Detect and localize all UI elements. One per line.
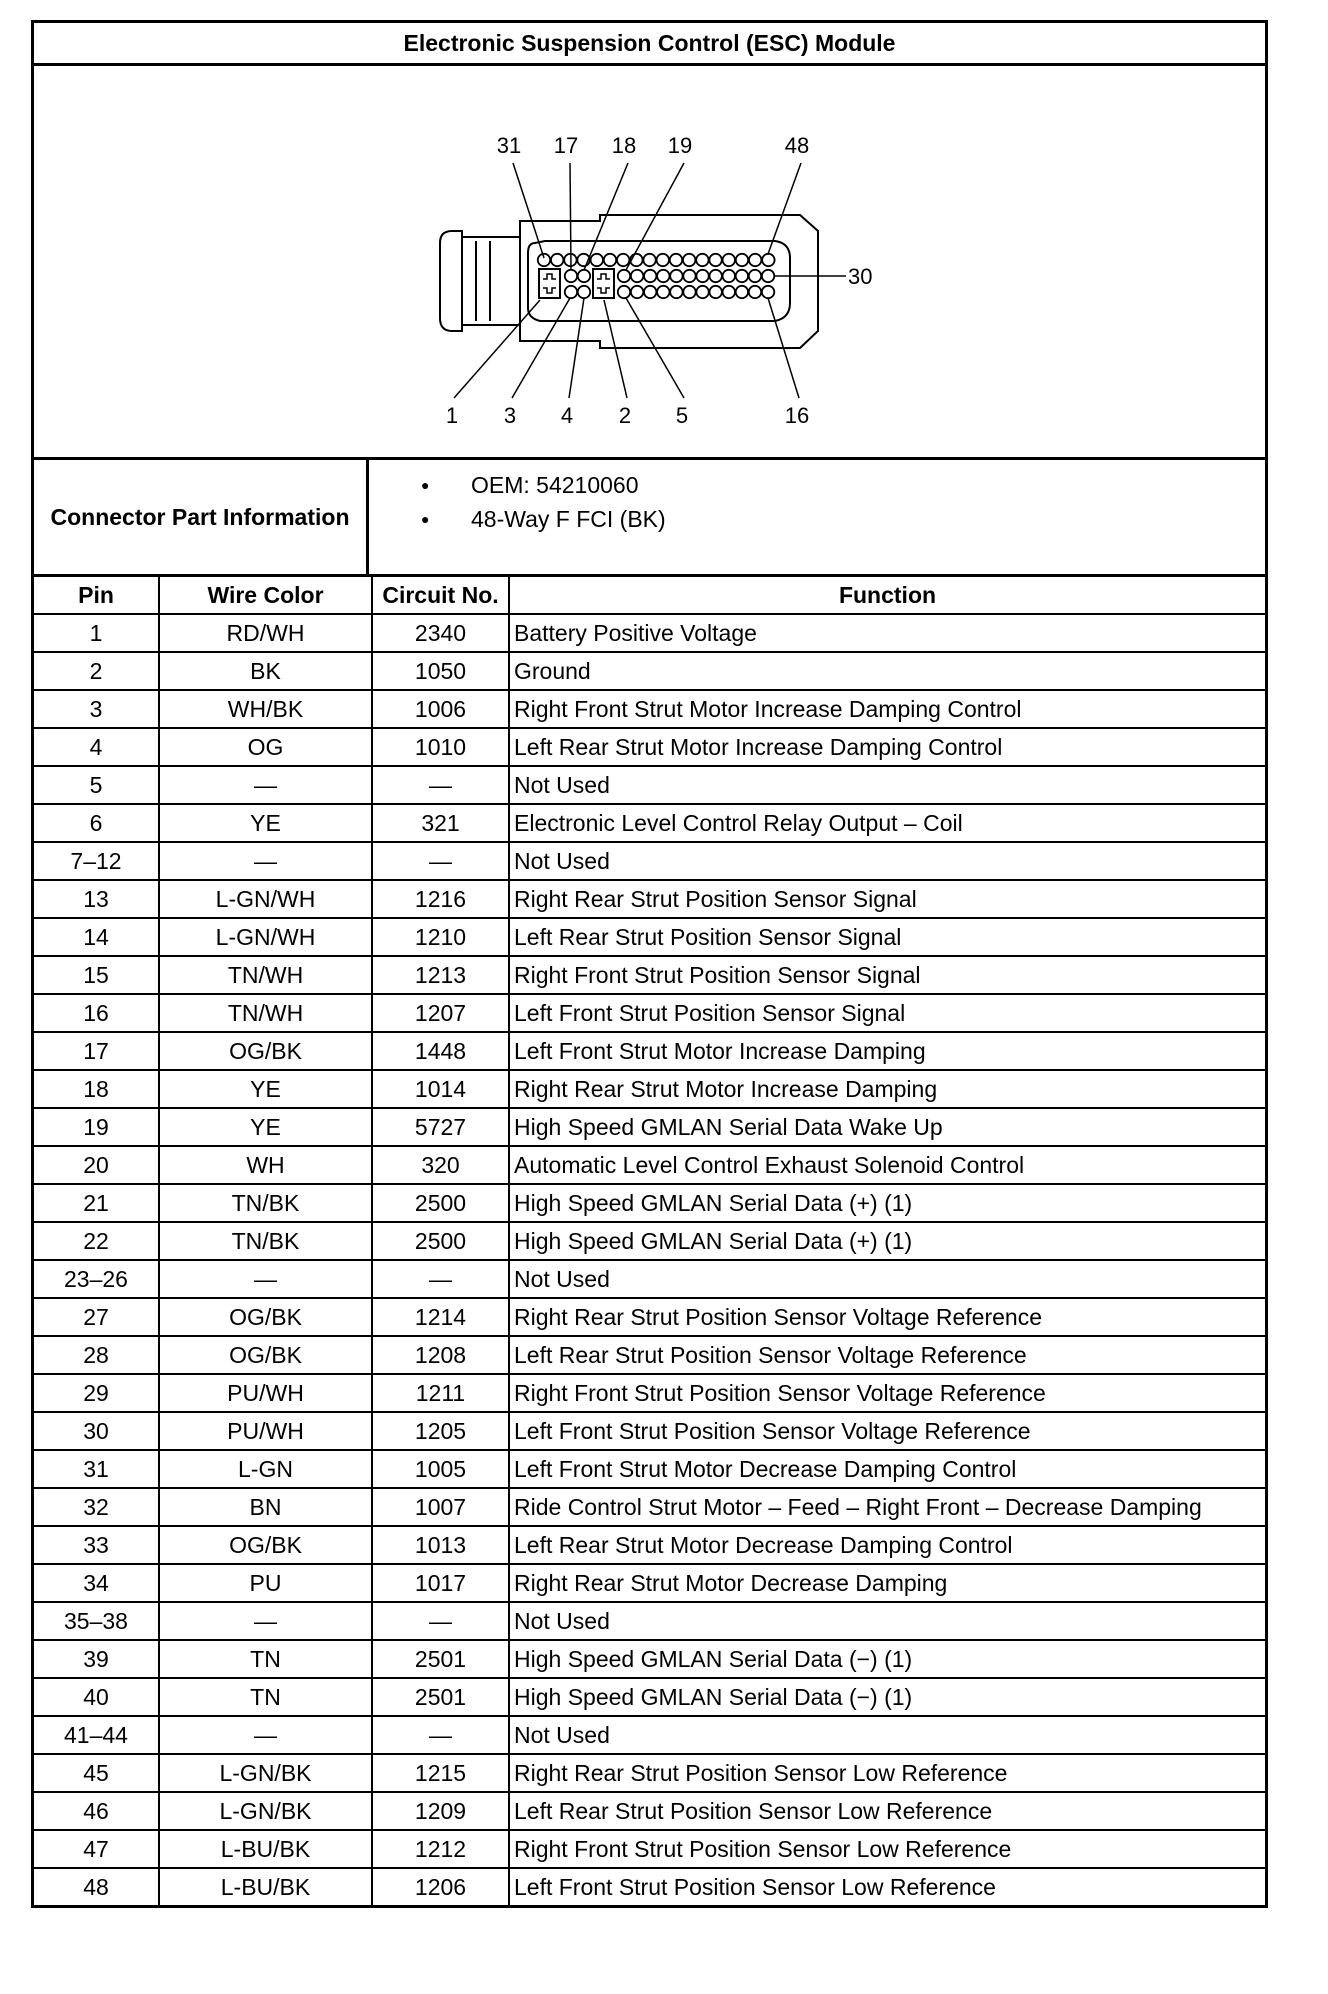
cell-wire-color: TN/WH [159,956,372,994]
cell-pin: 47 [34,1830,159,1868]
cell-wire-color: — [159,1716,372,1754]
table-row [34,1640,1265,1678]
cell-function: Battery Positive Voltage [509,614,1265,652]
cell-wire-color: WH [159,1146,372,1184]
cell-wire-color: RD/WH [159,614,372,652]
cell-pin: 48 [34,1868,159,1905]
pin-cavity [643,254,655,266]
cell-wire-color: WH/BK [159,690,372,728]
cell-wire-color: — [159,842,372,880]
pin-cavity [696,254,708,266]
pin-cavity [670,270,682,282]
pin-label: 18 [611,133,637,158]
module-title: Electronic Suspension Control (ESC) Module [34,23,1265,66]
pin-cavity [710,286,722,298]
connector-part-info [34,460,1265,577]
pin-cavity [696,286,708,298]
cell-wire-color: L-GN/BK [159,1792,372,1830]
cell-pin: 13 [34,880,159,918]
cell-function: Left Rear Strut Position Sensor Voltage Reference [509,1336,1265,1374]
leader-line [569,298,584,398]
cell-pin: 4 [34,728,159,766]
table-row [34,1298,1265,1336]
cell-function: High Speed GMLAN Serial Data (+) (1) [509,1184,1265,1222]
pin-cavity [736,270,748,282]
table-row [34,918,1265,956]
connector-info-list [369,460,666,574]
pin-cavity [696,270,708,282]
cell-function: Not Used [509,842,1265,880]
cell-pin: 18 [34,1070,159,1108]
pin-cavity [683,254,695,266]
pin-cavity [762,286,774,298]
pin-cavity [736,286,748,298]
cell-wire-color: PU/WH [159,1374,372,1412]
pin-cavity [683,286,695,298]
pin-label: 1 [445,403,459,428]
pin-cavity [749,270,761,282]
pin-label: 5 [675,403,689,428]
pin-cavity [578,270,590,282]
table-row [34,1830,1265,1868]
cell-pin: 22 [34,1222,159,1260]
pin-label: 4 [560,403,574,428]
pin-label: 19 [667,133,693,158]
cell-circuit-no: 321 [372,804,509,842]
table-row [34,690,1265,728]
cell-wire-color: OG/BK [159,1298,372,1336]
connector-latch [440,231,462,331]
pin-label: 3 [503,403,517,428]
cell-wire-color: L-GN/WH [159,918,372,956]
pin-label: 17 [553,133,579,158]
cell-pin: 33 [34,1526,159,1564]
cell-wire-color: TN/WH [159,994,372,1032]
cell-pin: 7–12 [34,842,159,880]
table-row [34,994,1265,1032]
table-row [34,1526,1265,1564]
pin-cavity [657,286,669,298]
connector-latch-detail [462,237,520,325]
cell-function: Right Rear Strut Motor Decrease Damping [509,1564,1265,1602]
cell-pin: 17 [34,1032,159,1070]
pin-cavity [604,254,616,266]
cell-pin: 21 [34,1184,159,1222]
pin-cavity [736,254,748,266]
cell-pin: 20 [34,1146,159,1184]
cell-function: Left Rear Strut Motor Increase Damping Control [509,728,1265,766]
pin-label: 2 [618,403,632,428]
cell-function: Not Used [509,766,1265,804]
cell-pin: 35–38 [34,1602,159,1640]
cell-wire-color: YE [159,804,372,842]
pin-cavity [644,270,656,282]
table-row [34,1260,1265,1298]
cell-circuit-no: 1013 [372,1526,509,1564]
cell-pin: 27 [34,1298,159,1336]
header-function: Function [509,577,1265,614]
cell-function: Right Rear Strut Motor Increase Damping [509,1070,1265,1108]
table-row [34,804,1265,842]
cell-function: Left Front Strut Position Sensor Low Reference [509,1868,1265,1905]
table-row [34,766,1265,804]
cell-wire-color: PU [159,1564,372,1602]
cell-function: Right Front Strut Position Sensor Low Reference [509,1830,1265,1868]
cell-circuit-no: 1007 [372,1488,509,1526]
cell-circuit-no: 1212 [372,1830,509,1868]
cell-circuit-no: 1014 [372,1070,509,1108]
cell-pin: 45 [34,1754,159,1792]
cell-function: Right Front Strut Motor Increase Damping Control [509,690,1265,728]
cell-circuit-no: — [372,766,509,804]
cell-circuit-no: 1213 [372,956,509,994]
header-pin: Pin [34,577,159,614]
cell-pin: 16 [34,994,159,1032]
cell-circuit-no: 5727 [372,1108,509,1146]
cell-function: Left Front Strut Motor Increase Damping [509,1032,1265,1070]
cell-pin: 40 [34,1678,159,1716]
pin-label: 31 [496,133,522,158]
cell-wire-color: PU/WH [159,1412,372,1450]
leader-line [513,163,544,258]
pin-cavity [723,286,735,298]
table-row [34,842,1265,880]
cell-circuit-no: — [372,842,509,880]
pin-cavity [631,270,643,282]
cell-circuit-no: 1005 [372,1450,509,1488]
cell-wire-color: L-GN/BK [159,1754,372,1792]
cell-pin: 1 [34,614,159,652]
cell-wire-color: L-GN [159,1450,372,1488]
leader-line [768,163,801,254]
cell-circuit-no: 2500 [372,1184,509,1222]
cell-function: Left Front Strut Position Sensor Voltage Reference [509,1412,1265,1450]
cell-pin: 19 [34,1108,159,1146]
cell-wire-color: L-BU/BK [159,1868,372,1905]
table-row [34,956,1265,994]
header-wire-color: Wire Color [159,577,372,614]
cell-wire-color: L-BU/BK [159,1830,372,1868]
cell-function: Left Rear Strut Motor Decrease Damping Control [509,1526,1265,1564]
pin-cavity [683,270,695,282]
table-row [34,1792,1265,1830]
cell-wire-color: OG/BK [159,1336,372,1374]
table-row [34,1336,1265,1374]
table-row [34,1678,1265,1716]
cell-wire-color: TN [159,1678,372,1716]
cell-circuit-no: 1206 [372,1868,509,1905]
cell-circuit-no: 1006 [372,690,509,728]
cell-function: Right Front Strut Position Sensor Voltage Reference [509,1374,1265,1412]
table-row [34,1488,1265,1526]
pin-cavity [617,254,629,266]
cell-circuit-no: 1205 [372,1412,509,1450]
cell-function: Left Rear Strut Position Sensor Signal [509,918,1265,956]
table-row [34,1602,1265,1640]
cell-circuit-no: 1216 [372,880,509,918]
connector-info-label: Connector Part Information [34,460,369,574]
pin-cavity [762,270,774,282]
cell-pin: 28 [34,1336,159,1374]
table-row [34,652,1265,690]
cell-function: High Speed GMLAN Serial Data (−) (1) [509,1678,1265,1716]
cell-function: Ground [509,652,1265,690]
cell-wire-color: TN/BK [159,1184,372,1222]
cell-pin: 29 [34,1374,159,1412]
cell-circuit-no: — [372,1602,509,1640]
pin-cavity [657,254,669,266]
cell-circuit-no: — [372,1716,509,1754]
pin-cavity [591,254,603,266]
cell-pin: 32 [34,1488,159,1526]
pin-cavity [565,286,577,298]
cell-pin: 2 [34,652,159,690]
pin-label: 16 [784,403,810,428]
table-row [34,1032,1265,1070]
cell-pin: 39 [34,1640,159,1678]
table-row [34,1450,1265,1488]
cell-circuit-no: 2501 [372,1640,509,1678]
cell-pin: 31 [34,1450,159,1488]
cell-function: Not Used [509,1602,1265,1640]
pin-cavity [723,254,735,266]
cell-pin: 41–44 [34,1716,159,1754]
cell-wire-color: OG/BK [159,1032,372,1070]
cell-pin: 34 [34,1564,159,1602]
pinout-table [34,577,1265,1905]
pin-cavity [762,254,774,266]
cell-circuit-no: 1209 [372,1792,509,1830]
cell-wire-color: TN/BK [159,1222,372,1260]
oem-part-number: ● OEM: 54210060 [421,468,666,502]
cell-circuit-no: 1010 [372,728,509,766]
leader-line [454,300,540,398]
cell-circuit-no: 1215 [372,1754,509,1792]
cell-circuit-no: — [372,1260,509,1298]
pin-cavity [618,286,630,298]
cell-circuit-no: 1210 [372,918,509,956]
connector-description: ● 48-Way F FCI (BK) [421,502,666,536]
pin-cavity [565,270,577,282]
cell-pin: 15 [34,956,159,994]
table-row [34,1070,1265,1108]
pin-cavity [709,254,721,266]
cell-function: Left Rear Strut Position Sensor Low Reference [509,1792,1265,1830]
cell-pin: 14 [34,918,159,956]
cell-function: Right Rear Strut Position Sensor Signal [509,880,1265,918]
cell-function: High Speed GMLAN Serial Data Wake Up [509,1108,1265,1146]
cell-function: High Speed GMLAN Serial Data (+) (1) [509,1222,1265,1260]
cell-circuit-no: 2340 [372,614,509,652]
cell-wire-color: YE [159,1108,372,1146]
pin-cavity [749,254,761,266]
pin-cavity [657,270,669,282]
cell-wire-color: — [159,1602,372,1640]
cell-circuit-no: 2501 [372,1678,509,1716]
header-circuit-no: Circuit No. [372,577,509,614]
table-row [34,1412,1265,1450]
pin-cavity [749,286,761,298]
cell-circuit-no: 320 [372,1146,509,1184]
pin-cavity [644,286,656,298]
table-row [34,1868,1265,1905]
pin-label: 30 [848,264,873,289]
connector-diagram [34,66,1265,460]
pin-label: 48 [784,133,810,158]
table-row [34,880,1265,918]
table-row [34,1222,1265,1260]
table-header-row [34,577,1265,614]
cell-wire-color: L-GN/WH [159,880,372,918]
cell-wire-color: BN [159,1488,372,1526]
cell-wire-color: BK [159,652,372,690]
table-row [34,1754,1265,1792]
pin-cavity [670,254,682,266]
table-row [34,614,1265,652]
cell-function: Right Rear Strut Position Sensor Voltage Reference [509,1298,1265,1336]
pin-cavity [670,286,682,298]
cell-function: Left Front Strut Position Sensor Signal [509,994,1265,1032]
cell-circuit-no: 1017 [372,1564,509,1602]
connector-sheet [31,20,1268,1908]
connector-drawing [0,3,1300,463]
pin-cavity [551,254,563,266]
cell-wire-color: YE [159,1070,372,1108]
table-row [34,1146,1265,1184]
table-row [34,1716,1265,1754]
cell-function: Left Front Strut Motor Decrease Damping Control [509,1450,1265,1488]
cell-circuit-no: 1448 [372,1032,509,1070]
cell-circuit-no: 1214 [372,1298,509,1336]
cell-function: Right Front Strut Position Sensor Signal [509,956,1265,994]
cell-pin: 6 [34,804,159,842]
cell-function: Automatic Level Control Exhaust Solenoid Control [509,1146,1265,1184]
table-row [34,1564,1265,1602]
cell-wire-color: TN [159,1640,372,1678]
cell-function: Electronic Level Control Relay Output – Coil [509,804,1265,842]
cell-pin: 46 [34,1792,159,1830]
cell-function: Ride Control Strut Motor – Feed – Right Front – Decrease Damping [509,1488,1265,1526]
cell-pin: 30 [34,1412,159,1450]
table-row [34,1108,1265,1146]
cell-circuit-no: 1208 [372,1336,509,1374]
pin-cavity [710,270,722,282]
cell-pin: 23–26 [34,1260,159,1298]
cell-wire-color: — [159,766,372,804]
table-row [34,1184,1265,1222]
connector-housing [520,215,818,348]
table-row [34,1374,1265,1412]
cell-wire-color: OG [159,728,372,766]
pin-cavity [723,270,735,282]
table-row [34,728,1265,766]
cell-function: Not Used [509,1716,1265,1754]
leader-line [570,163,571,270]
cell-function: Not Used [509,1260,1265,1298]
pin-cavity [618,270,630,282]
cell-pin: 3 [34,690,159,728]
cell-circuit-no: 2500 [372,1222,509,1260]
cell-wire-color: — [159,1260,372,1298]
cell-circuit-no: 1211 [372,1374,509,1412]
cell-circuit-no: 1207 [372,994,509,1032]
cell-function: High Speed GMLAN Serial Data (−) (1) [509,1640,1265,1678]
cell-circuit-no: 1050 [372,652,509,690]
pin-cavity [578,286,590,298]
cell-wire-color: OG/BK [159,1526,372,1564]
cell-function: Right Rear Strut Position Sensor Low Reference [509,1754,1265,1792]
cell-pin: 5 [34,766,159,804]
pin-cavity [631,286,643,298]
